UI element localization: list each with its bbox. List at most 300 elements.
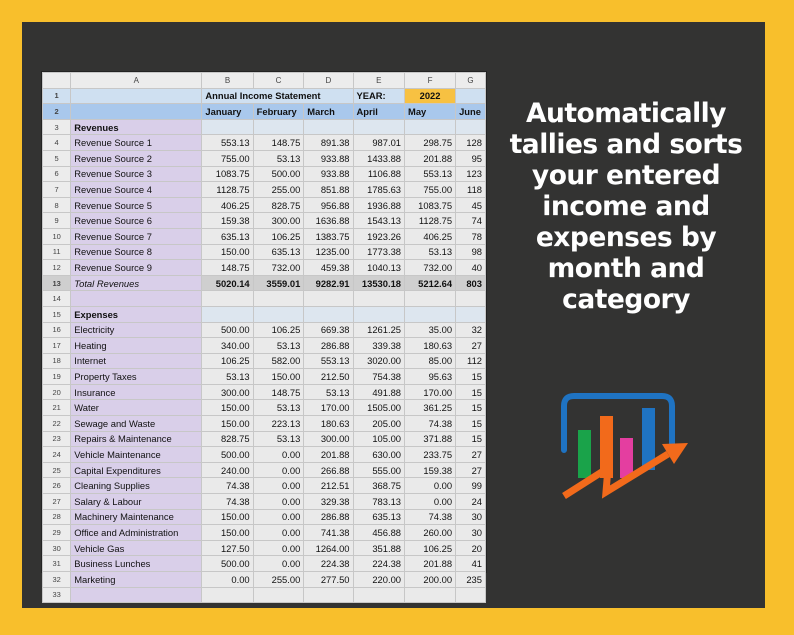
row-number[interactable]: 9	[43, 213, 71, 229]
value-cell[interactable]: 224.38	[304, 556, 353, 572]
table-row	[43, 525, 486, 541]
value-cell[interactable]: 45	[456, 197, 486, 213]
corner-cell	[43, 73, 71, 89]
row-number[interactable]: 21	[43, 400, 71, 416]
value-cell[interactable]: 53.13	[253, 150, 304, 166]
value-cell[interactable]: 987.01	[353, 135, 405, 151]
value-cell[interactable]: 53.13	[253, 400, 304, 416]
table-row	[43, 384, 486, 400]
value-cell[interactable]: 1785.63	[353, 182, 405, 198]
value-cell[interactable]: 406.25	[202, 197, 253, 213]
cell[interactable]	[456, 88, 486, 104]
row-label[interactable]: Revenue Source 9	[71, 260, 202, 276]
value-cell[interactable]: 0.00	[405, 494, 456, 510]
table-row	[43, 291, 486, 307]
row-label[interactable]: Water	[71, 400, 202, 416]
value-cell[interactable]	[304, 587, 353, 603]
row-number[interactable]: 22	[43, 416, 71, 432]
row-number[interactable]: 3	[43, 119, 71, 135]
month-header[interactable]: May	[405, 104, 456, 120]
value-cell[interactable]: 0.00	[253, 447, 304, 463]
value-cell[interactable]: 1264.00	[304, 540, 353, 556]
value-cell[interactable]: 351.88	[353, 540, 405, 556]
value-cell[interactable]: 53.13	[304, 384, 353, 400]
row-number[interactable]: 4	[43, 135, 71, 151]
row-label[interactable]: Revenue Source 6	[71, 213, 202, 229]
value-cell[interactable]: 159.38	[202, 213, 253, 229]
value-cell[interactable]: 1936.88	[353, 197, 405, 213]
value-cell[interactable]: 669.38	[304, 322, 353, 338]
value-cell[interactable]: 1235.00	[304, 244, 353, 260]
row-label[interactable]: Capital Expenditures	[71, 462, 202, 478]
value-cell[interactable]: 500.00	[202, 322, 253, 338]
row-number[interactable]: 2	[43, 104, 71, 120]
value-cell[interactable]: 329.38	[304, 494, 353, 510]
value-cell[interactable]: 1083.75	[202, 166, 253, 182]
value-cell[interactable]: 53.13	[253, 338, 304, 354]
value-cell[interactable]: 0.00	[253, 556, 304, 572]
table-row	[43, 275, 486, 291]
value-cell[interactable]: 74.38	[405, 416, 456, 432]
row-label[interactable]: Marketing	[71, 572, 202, 588]
value-cell[interactable]: 1543.13	[353, 213, 405, 229]
table-row	[43, 197, 486, 213]
value-cell[interactable]: 106.25	[253, 228, 304, 244]
value-cell[interactable]: 74.38	[202, 478, 253, 494]
value-cell[interactable]: 53.13	[253, 431, 304, 447]
value-cell[interactable]: 223.13	[253, 416, 304, 432]
value-cell[interactable]: 159.38	[405, 462, 456, 478]
value-cell[interactable]: 1923.26	[353, 228, 405, 244]
value-cell[interactable]: 1083.75	[405, 197, 456, 213]
table-row	[43, 431, 486, 447]
value-cell[interactable]: 0.00	[253, 509, 304, 525]
value-cell[interactable]: 150.00	[202, 416, 253, 432]
value-cell[interactable]: 41	[456, 556, 486, 572]
value-cell[interactable]: 148.75	[253, 135, 304, 151]
row-number[interactable]: 26	[43, 478, 71, 494]
value-cell[interactable]: 0.00	[253, 525, 304, 541]
value-cell[interactable]: 1040.13	[353, 260, 405, 276]
row-number[interactable]: 1	[43, 88, 71, 104]
value-cell[interactable]: 150.00	[253, 369, 304, 385]
row-number[interactable]: 11	[43, 244, 71, 260]
table-row	[43, 244, 486, 260]
row-label[interactable]: Revenue Source 2	[71, 150, 202, 166]
row-label[interactable]: Heating	[71, 338, 202, 354]
value-cell[interactable]: 95	[456, 150, 486, 166]
row-number[interactable]: 16	[43, 322, 71, 338]
value-cell[interactable]: 891.38	[304, 135, 353, 151]
row-label[interactable]: Revenue Source 1	[71, 135, 202, 151]
value-cell[interactable]: 630.00	[353, 447, 405, 463]
value-cell[interactable]: 240.00	[202, 462, 253, 478]
value-cell[interactable]: 30	[456, 525, 486, 541]
headline-text: Automatically tallies and sorts your entered income and expenses by month and category	[509, 98, 743, 315]
value-cell[interactable]: 85.00	[405, 353, 456, 369]
value-cell[interactable]	[253, 587, 304, 603]
value-cell[interactable]: 340.00	[202, 338, 253, 354]
row-number[interactable]: 17	[43, 338, 71, 354]
value-cell[interactable]: 1128.75	[202, 182, 253, 198]
column-header[interactable]: D	[304, 73, 353, 89]
value-cell[interactable]: 127.50	[202, 540, 253, 556]
cell[interactable]	[456, 306, 486, 322]
value-cell[interactable]: 53.13	[405, 244, 456, 260]
table-row	[43, 509, 486, 525]
table-row	[43, 494, 486, 510]
value-cell[interactable]: 851.88	[304, 182, 353, 198]
cell[interactable]	[202, 306, 253, 322]
value-cell[interactable]: 553.13	[304, 353, 353, 369]
value-cell[interactable]	[202, 587, 253, 603]
value-cell[interactable]: 266.88	[304, 462, 353, 478]
value-cell[interactable]: 105.00	[353, 431, 405, 447]
value-cell[interactable]: 150.00	[202, 400, 253, 416]
value-cell[interactable]: 491.88	[353, 384, 405, 400]
value-cell[interactable]: 1383.75	[304, 228, 353, 244]
cell[interactable]	[71, 88, 202, 104]
cell[interactable]	[405, 291, 456, 307]
value-cell[interactable]: 741.38	[304, 525, 353, 541]
value-cell[interactable]: 553.13	[405, 166, 456, 182]
title-row	[43, 88, 486, 104]
value-cell[interactable]: 406.25	[405, 228, 456, 244]
value-cell[interactable]: 635.13	[202, 228, 253, 244]
value-cell[interactable]: 371.88	[405, 431, 456, 447]
value-cell[interactable]: 148.75	[253, 384, 304, 400]
cell[interactable]	[405, 119, 456, 135]
row-number[interactable]: 13	[43, 275, 71, 291]
column-header[interactable]: F	[405, 73, 456, 89]
value-cell[interactable]: 106.25	[202, 353, 253, 369]
value-cell[interactable]: 828.75	[253, 197, 304, 213]
value-cell[interactable]: 15	[456, 416, 486, 432]
table-row	[43, 556, 486, 572]
month-header[interactable]: June	[456, 104, 486, 120]
value-cell[interactable]: 201.88	[405, 556, 456, 572]
value-cell[interactable]: 339.38	[353, 338, 405, 354]
value-cell[interactable]: 755.00	[202, 150, 253, 166]
value-cell[interactable]: 298.75	[405, 135, 456, 151]
value-cell[interactable]: 148.75	[202, 260, 253, 276]
value-cell[interactable]: 1261.25	[353, 322, 405, 338]
value-cell[interactable]: 500.00	[202, 447, 253, 463]
value-cell[interactable]: 15	[456, 369, 486, 385]
value-cell[interactable]: 828.75	[202, 431, 253, 447]
value-cell[interactable]: 170.00	[304, 400, 353, 416]
value-cell[interactable]: 27	[456, 447, 486, 463]
value-cell[interactable]: 456.88	[353, 525, 405, 541]
row-number[interactable]: 27	[43, 494, 71, 510]
value-cell[interactable]: 1106.88	[353, 166, 405, 182]
value-cell[interactable]: 255.00	[253, 182, 304, 198]
value-cell[interactable]: 99	[456, 478, 486, 494]
value-cell[interactable]: 0.00	[253, 494, 304, 510]
row-label[interactable]: Revenue Source 5	[71, 197, 202, 213]
table-row	[43, 213, 486, 229]
value-cell[interactable]: 300.00	[202, 384, 253, 400]
value-cell[interactable]: 118	[456, 182, 486, 198]
value-cell[interactable]	[353, 587, 405, 603]
column-header[interactable]: E	[353, 73, 405, 89]
value-cell[interactable]: 74	[456, 213, 486, 229]
column-header[interactable]: C	[253, 73, 304, 89]
value-cell[interactable]: 212.50	[304, 369, 353, 385]
value-cell[interactable]: 1636.88	[304, 213, 353, 229]
value-cell[interactable]: 803	[456, 275, 486, 291]
cell[interactable]	[353, 306, 405, 322]
row-label[interactable]: Property Taxes	[71, 369, 202, 385]
value-cell[interactable]: 277.50	[304, 572, 353, 588]
value-cell[interactable]: 35.00	[405, 322, 456, 338]
value-cell[interactable]: 150.00	[202, 525, 253, 541]
value-cell[interactable]: 235	[456, 572, 486, 588]
row-number[interactable]: 32	[43, 572, 71, 588]
row-label[interactable]: Cleaning Supplies	[71, 478, 202, 494]
row-label[interactable]	[71, 291, 202, 307]
cell[interactable]	[304, 291, 353, 307]
row-label[interactable]: Machinery Maintenance	[71, 509, 202, 525]
column-header[interactable]: B	[202, 73, 253, 89]
row-number[interactable]: 33	[43, 587, 71, 603]
value-cell[interactable]: 15	[456, 400, 486, 416]
value-cell[interactable]: 233.75	[405, 447, 456, 463]
value-cell[interactable]: 754.38	[353, 369, 405, 385]
value-cell[interactable]: 9282.91	[304, 275, 353, 291]
value-cell[interactable]: 5212.64	[405, 275, 456, 291]
table-row	[43, 540, 486, 556]
value-cell[interactable]: 180.63	[405, 338, 456, 354]
value-cell[interactable]: 3020.00	[353, 353, 405, 369]
value-cell[interactable]: 200.00	[405, 572, 456, 588]
cell[interactable]	[456, 291, 486, 307]
value-cell[interactable]: 74.38	[202, 494, 253, 510]
value-cell[interactable]: 933.88	[304, 150, 353, 166]
cell[interactable]	[71, 104, 202, 120]
value-cell[interactable]: 361.25	[405, 400, 456, 416]
row-number[interactable]: 15	[43, 306, 71, 322]
value-cell[interactable]: 112	[456, 353, 486, 369]
value-cell[interactable]: 1433.88	[353, 150, 405, 166]
value-cell[interactable]: 732.00	[405, 260, 456, 276]
logo-bar-green	[578, 430, 591, 478]
column-header[interactable]: G	[456, 73, 486, 89]
row-number[interactable]: 31	[43, 556, 71, 572]
row-label[interactable]: Total Revenues	[71, 275, 202, 291]
month-header[interactable]: April	[353, 104, 405, 120]
row-number[interactable]: 29	[43, 525, 71, 541]
row-label[interactable]: Sewage and Waste	[71, 416, 202, 432]
value-cell[interactable]: 201.88	[405, 150, 456, 166]
value-cell[interactable]: 27	[456, 338, 486, 354]
row-number[interactable]: 30	[43, 540, 71, 556]
value-cell[interactable]: 732.00	[253, 260, 304, 276]
row-number[interactable]: 6	[43, 166, 71, 182]
value-cell[interactable]: 1505.00	[353, 400, 405, 416]
row-number[interactable]: 10	[43, 228, 71, 244]
row-label[interactable]: Revenue Source 3	[71, 166, 202, 182]
row-number[interactable]: 18	[43, 353, 71, 369]
cell[interactable]	[353, 119, 405, 135]
value-cell[interactable]: 459.38	[304, 260, 353, 276]
value-cell[interactable]: 128	[456, 135, 486, 151]
value-cell[interactable]: 635.13	[253, 244, 304, 260]
statement-title[interactable]: Annual Income Statement	[202, 88, 353, 104]
row-number[interactable]: 23	[43, 431, 71, 447]
table-row	[43, 306, 486, 322]
value-cell[interactable]: 27	[456, 462, 486, 478]
value-cell[interactable]: 78	[456, 228, 486, 244]
row-label[interactable]: Revenue Source 7	[71, 228, 202, 244]
value-cell[interactable]: 0.00	[253, 540, 304, 556]
month-header[interactable]: February	[253, 104, 304, 120]
row-label[interactable]: Internet	[71, 353, 202, 369]
value-cell[interactable]: 13530.18	[353, 275, 405, 291]
value-cell[interactable]: 0.00	[405, 478, 456, 494]
row-number[interactable]: 19	[43, 369, 71, 385]
value-cell[interactable]: 1773.38	[353, 244, 405, 260]
column-header-row	[43, 73, 486, 89]
row-number[interactable]: 24	[43, 447, 71, 463]
cell[interactable]	[202, 119, 253, 135]
cell[interactable]	[253, 291, 304, 307]
row-number[interactable]: 5	[43, 150, 71, 166]
table-row	[43, 572, 486, 588]
value-cell[interactable]: 180.63	[304, 416, 353, 432]
value-cell[interactable]: 205.00	[353, 416, 405, 432]
value-cell[interactable]: 5020.14	[202, 275, 253, 291]
value-cell[interactable]: 15	[456, 431, 486, 447]
year-label[interactable]: YEAR:	[353, 88, 405, 104]
row-label[interactable]: Electricity	[71, 322, 202, 338]
table-row	[43, 353, 486, 369]
value-cell[interactable]: 255.00	[253, 572, 304, 588]
cell[interactable]	[353, 291, 405, 307]
cell[interactable]	[456, 119, 486, 135]
row-number[interactable]: 28	[43, 509, 71, 525]
value-cell[interactable]: 1128.75	[405, 213, 456, 229]
value-cell[interactable]: 260.00	[405, 525, 456, 541]
value-cell[interactable]: 956.88	[304, 197, 353, 213]
cell[interactable]	[405, 306, 456, 322]
value-cell[interactable]	[405, 587, 456, 603]
row-label[interactable]: Salary & Labour	[71, 494, 202, 510]
table-row	[43, 322, 486, 338]
value-cell[interactable]: 201.88	[304, 447, 353, 463]
value-cell[interactable]: 582.00	[253, 353, 304, 369]
value-cell[interactable]: 150.00	[202, 244, 253, 260]
row-label[interactable]: Revenues	[71, 119, 202, 135]
value-cell[interactable]: 15	[456, 384, 486, 400]
row-label[interactable]	[71, 587, 202, 603]
value-cell[interactable]: 286.88	[304, 338, 353, 354]
column-header[interactable]: A	[71, 73, 202, 89]
row-number[interactable]: 25	[43, 462, 71, 478]
row-number[interactable]: 7	[43, 182, 71, 198]
row-label[interactable]: Office and Administration	[71, 525, 202, 541]
row-label[interactable]: Insurance	[71, 384, 202, 400]
cell[interactable]	[253, 119, 304, 135]
value-cell[interactable]: 95.63	[405, 369, 456, 385]
value-cell[interactable]: 553.13	[202, 135, 253, 151]
spreadsheet-screenshot	[42, 72, 486, 600]
value-cell[interactable]: 106.25	[405, 540, 456, 556]
row-label[interactable]: Repairs & Maintenance	[71, 431, 202, 447]
month-header[interactable]: March	[304, 104, 353, 120]
table-row	[43, 338, 486, 354]
row-label[interactable]: Vehicle Gas	[71, 540, 202, 556]
month-header[interactable]: January	[202, 104, 253, 120]
value-cell[interactable]: 30	[456, 509, 486, 525]
value-cell[interactable]: 3559.01	[253, 275, 304, 291]
value-cell[interactable]: 212.51	[304, 478, 353, 494]
row-number[interactable]: 14	[43, 291, 71, 307]
table-row	[43, 260, 486, 276]
value-cell[interactable]: 286.88	[304, 509, 353, 525]
value-cell[interactable]: 300.00	[253, 213, 304, 229]
value-cell[interactable]: 106.25	[253, 322, 304, 338]
table-row	[43, 135, 486, 151]
row-label[interactable]: Business Lunches	[71, 556, 202, 572]
bar-chart-growth-icon	[558, 388, 698, 508]
value-cell[interactable]: 40	[456, 260, 486, 276]
row-label[interactable]: Expenses	[71, 306, 202, 322]
table-row	[43, 447, 486, 463]
value-cell[interactable]: 53.13	[202, 369, 253, 385]
table-row	[43, 182, 486, 198]
value-cell[interactable]: 24	[456, 494, 486, 510]
value-cell[interactable]: 224.38	[353, 556, 405, 572]
value-cell[interactable]: 150.00	[202, 509, 253, 525]
cell[interactable]	[202, 291, 253, 307]
cell[interactable]	[253, 306, 304, 322]
value-cell[interactable]: 300.00	[304, 431, 353, 447]
value-cell[interactable]: 783.13	[353, 494, 405, 510]
value-cell[interactable]: 500.00	[202, 556, 253, 572]
value-cell[interactable]: 170.00	[405, 384, 456, 400]
value-cell[interactable]: 755.00	[405, 182, 456, 198]
value-cell[interactable]: 0.00	[253, 462, 304, 478]
value-cell[interactable]: 555.00	[353, 462, 405, 478]
cell[interactable]	[304, 306, 353, 322]
value-cell[interactable]: 0.00	[253, 478, 304, 494]
table-row	[43, 150, 486, 166]
row-number[interactable]: 20	[43, 384, 71, 400]
value-cell[interactable]: 123	[456, 166, 486, 182]
row-number[interactable]: 12	[43, 260, 71, 276]
row-number[interactable]: 8	[43, 197, 71, 213]
row-label[interactable]: Revenue Source 4	[71, 182, 202, 198]
row-label[interactable]: Vehicle Maintenance	[71, 447, 202, 463]
row-label[interactable]: Revenue Source 8	[71, 244, 202, 260]
value-cell[interactable]: 368.75	[353, 478, 405, 494]
value-cell[interactable]	[456, 587, 486, 603]
table-row	[43, 478, 486, 494]
income-statement-table	[42, 72, 486, 603]
value-cell[interactable]: 32	[456, 322, 486, 338]
year-value[interactable]: 2022	[405, 88, 456, 104]
value-cell[interactable]: 0.00	[202, 572, 253, 588]
value-cell[interactable]: 933.88	[304, 166, 353, 182]
value-cell[interactable]: 98	[456, 244, 486, 260]
value-cell[interactable]: 74.38	[405, 509, 456, 525]
value-cell[interactable]: 220.00	[353, 572, 405, 588]
value-cell[interactable]: 20	[456, 540, 486, 556]
cell[interactable]	[304, 119, 353, 135]
value-cell[interactable]: 635.13	[353, 509, 405, 525]
value-cell[interactable]: 500.00	[253, 166, 304, 182]
